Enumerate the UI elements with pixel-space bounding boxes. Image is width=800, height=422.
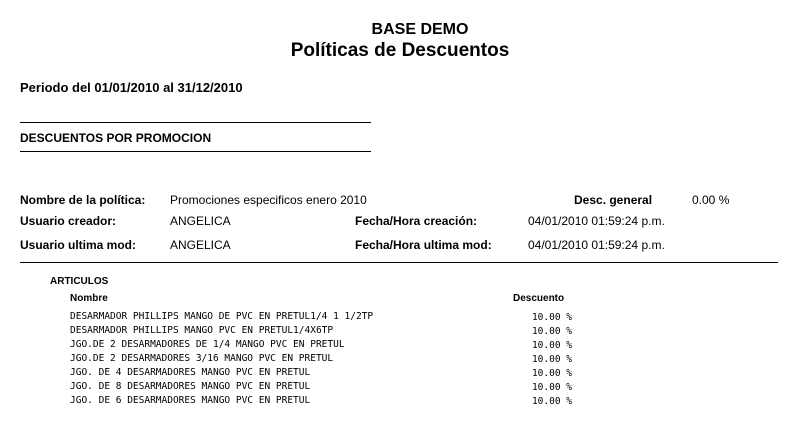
article-discount: 10.00 % — [531, 326, 572, 337]
section-title: DESCUENTOS POR PROMOCION — [20, 131, 212, 145]
modifier-label: Usuario ultima mod: — [20, 238, 137, 252]
created-at-label: Fecha/Hora creación: — [355, 214, 478, 228]
section-bottom-rule — [20, 151, 371, 152]
article-discount: 10.00 % — [531, 382, 572, 393]
article-name: JGO. DE 8 DESARMADORES MANGO PVC EN PRETUL — [70, 381, 311, 392]
general-discount-value: 0.00 % — [692, 193, 730, 207]
policy-divider — [20, 262, 778, 263]
modifier-value: ANGELICA — [170, 238, 231, 252]
article-name: JGO.DE 2 DESARMADORES DE 1/4 MANGO PVC EN PRETUL — [70, 339, 345, 350]
report-period: Periodo del 01/01/2010 al 31/12/2010 — [20, 80, 243, 95]
article-discount: 10.00 % — [531, 368, 572, 379]
article-name: JGO. DE 4 DESARMADORES MANGO PVC EN PRETUL — [70, 367, 311, 378]
general-discount-label: Desc. general — [574, 193, 653, 207]
creator-label: Usuario creador: — [20, 214, 117, 228]
creator-value: ANGELICA — [170, 214, 231, 228]
article-discount: 10.00 % — [531, 396, 572, 407]
section-top-rule — [20, 122, 371, 123]
modified-at-value: 04/01/2010 01:59:24 p.m. — [528, 238, 665, 252]
company-name: BASE DEMO — [371, 21, 469, 38]
article-name: DESARMADOR PHILLIPS MANGO PVC EN PRETUL1/4X6TP — [70, 325, 334, 336]
policy-name-label: Nombre de la política: — [20, 193, 146, 207]
article-name: JGO. DE 6 DESARMADORES MANGO PVC EN PRETUL — [70, 395, 311, 406]
modified-at-label: Fecha/Hora ultima mod: — [355, 238, 492, 252]
article-name: JGO.DE 2 DESARMADORES 3/16 MANGO PVC EN PRETUL — [70, 353, 334, 364]
column-discount-header: Descuento — [513, 293, 565, 304]
article-discount: 10.00 % — [531, 340, 572, 351]
report-title: Políticas de Descuentos — [290, 40, 510, 61]
article-discount: 10.00 % — [531, 354, 572, 365]
articles-heading: ARTICULOS — [50, 276, 109, 287]
article-name: DESARMADOR PHILLIPS MANGO DE PVC EN PRETUL1/4 1 1/2TP — [70, 311, 374, 322]
created-at-value: 04/01/2010 01:59:24 p.m. — [528, 214, 665, 228]
policy-name-value: Promociones especificos enero 2010 — [170, 193, 367, 207]
column-name-header: Nombre — [70, 293, 108, 304]
article-discount: 10.00 % — [531, 312, 572, 323]
